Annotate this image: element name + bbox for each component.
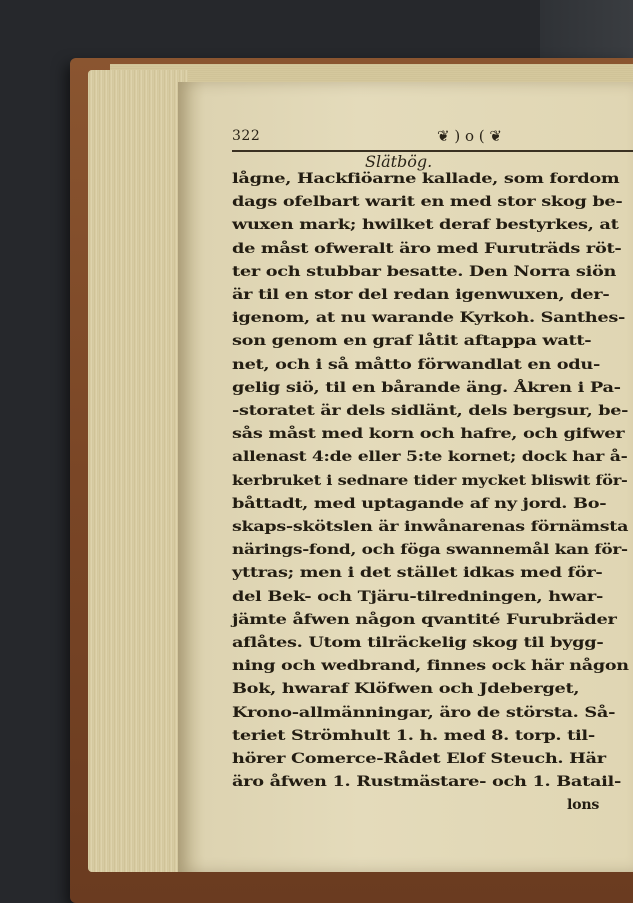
text-line: hörer Comerce-Rådet Elof Steuch. Här [232,751,606,767]
text-line: wuxen mark; hwilket deraf bestyrkes, at [232,217,619,234]
page-number: 322 [232,128,261,144]
running-title: Slätbög. [365,152,433,171]
text-line: Bok, hwaraf Klöfwen och Jdeberget, [232,681,580,698]
text-line: närings-fond, och föga swannemål kan för- [232,542,628,559]
header-ornament: ❦ ) o ( ❦ [437,127,502,145]
body-text [232,172,632,812]
text-line: son genom en graf låtit aftappa watt- [232,333,592,350]
text-line: lågne, Hackfiöarne kallade, som fordom [232,171,620,187]
text-line: ning och wedbrand, finnes ock här någon [232,658,629,675]
text-line: sås måst med korn och hafre, och gifwer [232,426,625,443]
page-header [232,128,632,150]
header-rule [232,150,633,152]
text-line: teriet Strömhult 1. h. med 8. torp. til- [232,727,595,744]
text-line: skaps-skötslen är inwånarenas förnämsta [232,519,629,535]
text-line: aflåtes. Utom tilräckelig skog til bygg- [232,635,604,651]
page-edges-left [88,70,188,872]
text-line: de måst ofweralt äro med Furuträds röt- [232,240,622,257]
text-line: del Bek- och Tjäru-tilredningen, hwar- [232,588,603,605]
text-line: jämte åfwen någon qvantité Furubräder [232,611,617,628]
text-line: ter och stubbar besatte. Den Norra siön [232,263,617,280]
text-line: yttras; men i det stället idkas med för- [232,565,603,582]
text-line: net, och i så måtto förwandlat en odu- [232,356,601,373]
text-line: kerbruket i sednare tider mycket bliswit för- [232,472,628,489]
text-line: äro åfwen 1. Rustmästare- och 1. Batail- [232,774,622,791]
text-line: båttadt, med uptagande af ny jord. Bo- [232,495,607,512]
text-line: är til en stor del redan igenwuxen, der- [232,287,610,303]
catchword: lons [567,797,600,814]
text-line: igenom, at nu warande Kyrkoh. Santhes- [232,310,626,327]
text-line: dags ofelbart warit en med stor skog be- [232,194,623,211]
text-line: -storatet är dels sidlänt, dels bergsur, be- [232,403,629,419]
text-line: gelig siö, til en bårande äng. Åkren i Pa- [232,379,621,396]
text-line: allenast 4:de eller 5:te kornet; dock har å- [232,449,628,466]
text-line: Krono-allmänningar, äro de största. Så- [232,704,616,721]
